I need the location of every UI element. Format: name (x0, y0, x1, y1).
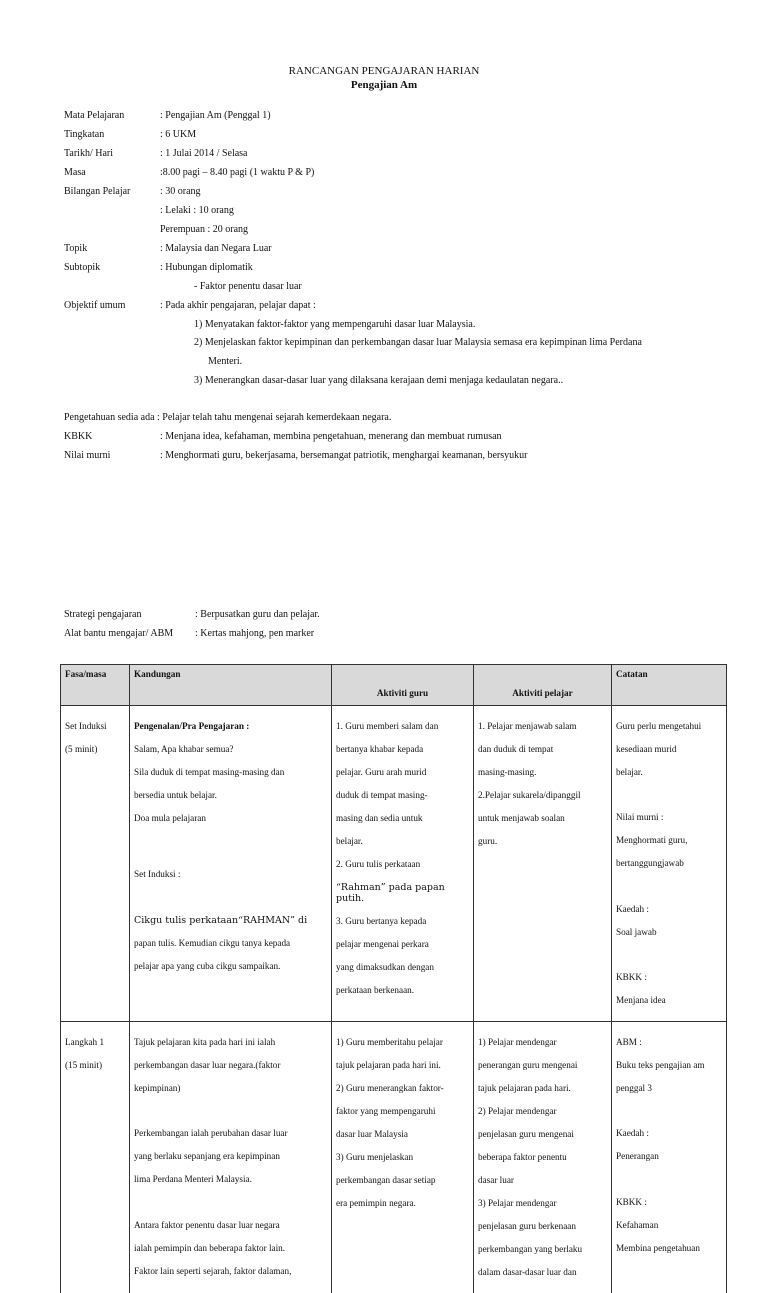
info-value-tarikh: : 1 Julai 2014 / Selasa (160, 148, 248, 159)
cell-kandungan (130, 1022, 332, 1293)
catatan-line: ABM : (616, 1036, 642, 1047)
catatan-line: Kefahaman (616, 1219, 659, 1230)
pelajar-line: dasar luar (478, 1174, 514, 1185)
table-row (61, 1022, 727, 1293)
guru-line: perkataan berkenaan. (336, 985, 415, 995)
info-label-objektif: Objektif umum (64, 300, 126, 311)
info-value-tingkatan: : 6 UKM (160, 129, 197, 140)
catatan-line: kesediaan murid (616, 743, 677, 754)
guru-line: era pemimpin negara. (336, 1197, 416, 1208)
fasa-line: Langkah 1 (65, 1036, 105, 1047)
pelajar-line: 1) Pelajar mendengar (478, 1036, 557, 1047)
catatan-line: KBKK : (616, 1196, 647, 1207)
catatan-line: Menjana idea (616, 995, 666, 1005)
kandungan-line: bersedia untuk belajar. (134, 789, 217, 800)
catatan-line: belajar. (616, 766, 643, 777)
info-label-masa: Masa (64, 167, 86, 178)
pelajar-line: beberapa faktor penentu (478, 1151, 567, 1162)
objektif-item-3: 3) Menerangkan dasar-dasar luar yang dilaksana kerajaan demi menjaga kedaulatan negara.. (194, 375, 564, 386)
guru-line: belajar. (336, 835, 363, 846)
header-aktiviti-pelajar: Aktiviti pelajar (474, 665, 612, 706)
guru-line: pelajar mengenai perkara (336, 939, 429, 949)
guru-line: 3. Guru bertanya kepada (336, 916, 427, 926)
info-value-bilangan: : 30 orang (160, 186, 201, 197)
kandungan-line: Set Induksi : (134, 869, 181, 879)
kandungan-line: Sila duduk di tempat masing-masing dan (134, 766, 285, 777)
table-row (61, 706, 727, 1022)
cell-fasa (61, 706, 130, 1022)
pelajar-line: penjelasan guru berkenaan (478, 1220, 576, 1231)
objektif-item-2: 2) Menjelaskan faktor kepimpinan dan perkembangan dasar luar Malaysia semasa era kepimpinan lima Perdana (194, 337, 642, 348)
kandungan-line: Faktor lain seperti sejarah, faktor dalaman, (134, 1265, 292, 1276)
info-label-mata-pelajaran: Mata Pelajaran (64, 110, 125, 121)
info-value-topik: : Malaysia dan Negara Luar (160, 243, 272, 254)
pelajar-line: untuk menjawab soalan (478, 812, 565, 823)
fasa-line: (5 minit) (65, 743, 98, 754)
cell-catatan (612, 1022, 727, 1293)
pelajar-line: masing-masing. (478, 766, 537, 777)
fasa-line: (15 minit) (65, 1059, 103, 1070)
catatan-line: bertanggungjawab (616, 858, 684, 868)
fasa-line: Set Induksi (65, 720, 107, 731)
info-value-alat: : Kertas mahjong, pen marker (195, 628, 315, 639)
info-label-strategi: Strategi pengajaran (64, 609, 142, 620)
pelajar-line: penjelasan guru mengenai (478, 1128, 574, 1139)
catatan-line: penggal 3 (616, 1082, 652, 1093)
info-label-topik: Topik (64, 243, 88, 254)
kandungan-line: Perkembangan ialah perubahan dasar luar (134, 1128, 288, 1138)
info-label-bilangan: Bilangan Pelajar (64, 186, 131, 197)
cell-kandungan (130, 706, 332, 1022)
info-label-tingkatan: Tingkatan (64, 129, 105, 140)
guru-line: yang dimaksudkan dengan (336, 962, 434, 972)
cell-aktiviti-pelajar (474, 1022, 612, 1293)
pelajar-line: dan duduk di tempat (478, 743, 554, 754)
guru-line: tajuk pelajaran pada hari ini. (336, 1059, 441, 1070)
kandungan-line: yang berlaku sepanjang era kepimpinan (134, 1151, 280, 1161)
guru-line: 2) Guru menerangkan faktor- (336, 1082, 444, 1093)
kandungan-line: Salam, Apa khabar semua? (134, 743, 234, 754)
guru-line: perkembangan dasar setiap (336, 1174, 436, 1185)
catatan-line: Kaedah : (616, 1128, 649, 1138)
header-catatan: Catatan (612, 665, 727, 706)
table-header-row (61, 665, 727, 706)
catatan-line: KBKK : (616, 972, 647, 982)
kandungan-line: pelajar apa yang cuba cikgu sampaikan. (134, 960, 281, 971)
kandungan-line: Doa mula pelajaran (134, 812, 206, 823)
kandungan-line: Tajuk pelajaran kita pada hari ini ialah (134, 1036, 276, 1047)
kandungan-line: Cikgu tulis perkataan“RAHMAN” di (134, 914, 308, 926)
catatan-line: Membina pengetahuan (616, 1242, 700, 1253)
pelajar-line: tajuk pelajaran pada hari. (478, 1082, 571, 1093)
pelajar-line: perkembangan yang berlaku (478, 1243, 583, 1254)
catatan-line: Penerangan (616, 1151, 659, 1161)
info-label-kbkk: KBKK (64, 431, 93, 442)
guru-line: “Rahman” pada papan putih. (336, 881, 445, 904)
info-value-perempuan: Perempuan : 20 orang (160, 224, 249, 235)
guru-line: bertanya khabar kepada (336, 743, 424, 754)
catatan-line: Soal jawab (616, 926, 657, 937)
pelajar-line: 1. Pelajar menjawab salam (478, 720, 577, 731)
info-value-mata-pelajaran: : Pengajian Am (Penggal 1) (160, 110, 271, 121)
kandungan-line: lima Perdana Menteri Malaysia. (134, 1174, 252, 1184)
info-value-subtopik-sub: - Faktor penentu dasar luar (194, 281, 302, 292)
info-value-kbkk: : Menjana idea, kefahaman, membina pengetahuan, menerang dan membuat rumusan (160, 431, 502, 442)
kandungan-line: perkembangan dasar luar negara.(faktor (134, 1059, 281, 1070)
pelajar-line: penerangan guru mengenai (478, 1059, 578, 1070)
pelajar-line: 2) Pelajar mendengar (478, 1105, 557, 1116)
guru-line: 1) Guru memberitahu pelajar (336, 1036, 443, 1047)
pelajar-line: 2.Pelajar sukarela/dipanggil (478, 789, 581, 800)
guru-line: duduk di tempat masing- (336, 789, 428, 800)
info-value-objektif: : Pada akhir pengajaran, pelajar dapat : (160, 300, 316, 311)
header-kandungan: Kandungan (130, 665, 332, 706)
cell-aktiviti-guru (332, 706, 474, 1022)
cell-catatan (612, 706, 727, 1022)
lesson-activity-table (60, 664, 727, 1293)
info-value-nilai: : Menghormati guru, bekerjasama, bersemangat patriotik, menghargai keamanan, bersyukur (160, 450, 528, 461)
kandungan-line: Antara faktor penentu dasar luar negara (134, 1219, 280, 1230)
kandungan-line: papan tulis. Kemudian cikgu tanya kepada (134, 937, 291, 948)
catatan-line: Guru perlu mengetahui (616, 720, 702, 731)
guru-line: masing dan sedia untuk (336, 812, 423, 823)
header-aktiviti-guru: Aktiviti guru (332, 665, 474, 706)
pelajar-line: guru. (478, 835, 498, 846)
guru-line: 2. Guru tulis perkataan (336, 858, 421, 869)
kandungan-title: Pengenalan/Pra Pengajaran : (134, 720, 250, 731)
catatan-line: Buku teks pengajian am (616, 1059, 705, 1070)
catatan-line: Menghormati guru, (616, 835, 688, 845)
cell-fasa (61, 1022, 130, 1293)
info-value-subtopik: : Hubungan diplomatik (160, 262, 253, 273)
info-label-tarikh: Tarikh/ Hari (64, 148, 114, 159)
pelajar-line: 3) Pelajar mendengar (478, 1197, 557, 1208)
info-label-subtopik: Subtopik (64, 262, 101, 273)
kandungan-line: ialah pemimpin dan beberapa faktor lain. (134, 1242, 286, 1253)
guru-line: 3) Guru menjelaskan (336, 1151, 414, 1162)
guru-line: dasar luar Malaysia (336, 1128, 408, 1139)
info-value-strategi: : Berpusatkan guru dan pelajar. (195, 609, 320, 620)
header-fasa: Fasa/masa (61, 665, 130, 706)
catatan-line: Kaedah : (616, 903, 649, 914)
objektif-item-1: 1) Menyatakan faktor-faktor yang mempengaruhi dasar luar Malaysia. (194, 319, 476, 330)
info-value-masa: :8.00 pagi – 8.40 pagi (1 waktu P & P) (160, 167, 315, 178)
cell-aktiviti-guru (332, 1022, 474, 1293)
guru-line: 1. Guru memberi salam dan (336, 720, 439, 731)
kandungan-line: kepimpinan) (134, 1082, 181, 1093)
catatan-line: Nilai murni : (616, 812, 664, 822)
info-value-lelaki: : Lelaki : 10 orang (160, 205, 234, 216)
objektif-item-2-cont: Menteri. (208, 356, 243, 367)
info-label-nilai: Nilai murni (64, 450, 111, 461)
document-title: RANCANGAN PENGAJARAN HARIAN (288, 65, 480, 77)
info-label-alat: Alat bantu mengajar/ ABM (64, 628, 174, 639)
pengetahuan-sedia-ada: Pengetahuan sedia ada : Pelajar telah tahu mengenai sejarah kemerdekaan negara. (64, 412, 392, 423)
guru-line: faktor yang mempengaruhi (336, 1105, 436, 1116)
pelajar-line: dalam dasar-dasar luar dan (478, 1266, 577, 1277)
guru-line: pelajar. Guru arah murid (336, 766, 427, 777)
document-subtitle: Pengajian Am (350, 79, 418, 91)
cell-aktiviti-pelajar (474, 706, 612, 1022)
